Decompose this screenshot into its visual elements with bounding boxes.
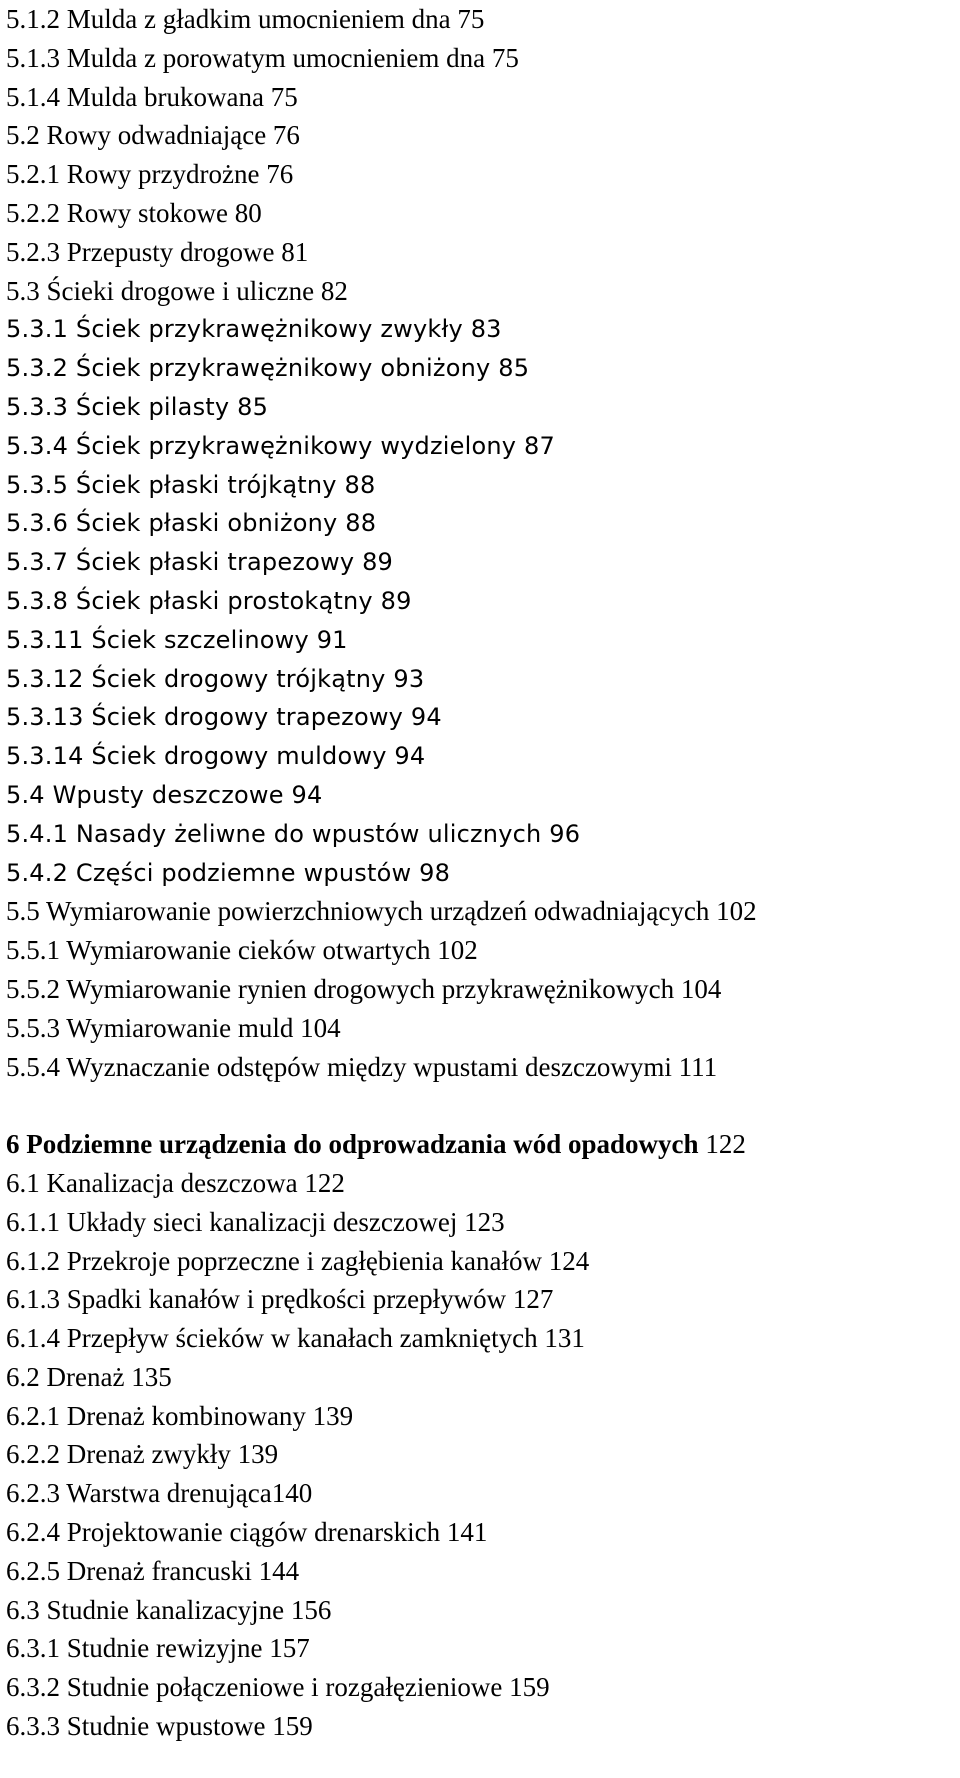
toc-entry: 6.3 Studnie kanalizacyjne 156: [6, 1594, 332, 1625]
toc-entry: 6.2.4 Projektowanie ciągów drenarskich 141: [6, 1517, 488, 1548]
toc-entry: 5.5.4 Wyznaczanie odstępów między wpustami deszczowymi 111: [6, 1051, 718, 1082]
toc-entry: 5.3.3 Ściek pilasty 85: [6, 392, 269, 421]
chapter-6-heading: [6, 1125, 960, 1164]
toc-entry: 6.1 Kanalizacja deszczowa 122: [6, 1167, 345, 1198]
toc-entry: 5.3.11 Ściek szczelinowy 91: [6, 625, 348, 654]
toc-entry: 5.3.7 Ściek płaski trapezowy 89: [6, 548, 394, 577]
toc-section-6: [6, 1164, 960, 1746]
toc-entry: 5.4.2 Części podziemne wpustów 98: [6, 858, 451, 887]
toc-section-5: [6, 0, 960, 1086]
toc-entry: 5.3.1 Ściek przykrawężnikowy zwykły 83: [6, 315, 502, 344]
toc-entry: 6.2.1 Drenaż kombinowany 139: [6, 1400, 354, 1431]
toc-entry: 5.1.3 Mulda z porowatym umocnieniem dna 75: [6, 42, 519, 73]
toc-entry: 5.4.1 Nasady żeliwne do wpustów ulicznych 96: [6, 819, 581, 848]
chapter-6-title: 6 Podziemne urządzenia do odprowadzania wód opadowych: [6, 1129, 699, 1160]
toc-entry: 6.3.3 Studnie wpustowe 159: [6, 1711, 313, 1742]
toc-entry: 5.5.2 Wymiarowanie rynien drogowych przykrawężnikowych 104: [6, 973, 722, 1004]
section-gap: [6, 1086, 960, 1125]
toc-entry: 5.3 Ścieki drogowe i uliczne 82: [6, 275, 348, 306]
toc-entry: 5.2.2 Rowy stokowe 80: [6, 197, 262, 228]
toc-entry: 6.2.3 Warstwa drenująca140: [6, 1478, 313, 1509]
toc-entry: 5.3.6 Ściek płaski obniżony 88: [6, 509, 377, 538]
toc-entry: 5.2.3 Przepusty drogowe 81: [6, 236, 309, 267]
toc-entry: 5.1.2 Mulda z gładkim umocnieniem dna 75: [6, 4, 485, 34]
toc-entry: 5.2.1 Rowy przydrożne 76: [6, 159, 294, 190]
toc-entry: 5.3.8 Ściek płaski prostokątny 89: [6, 586, 412, 615]
toc-entry: 5.1.4 Mulda brukowana 75: [6, 81, 298, 112]
toc-entry: 5.5 Wymiarowanie powierzchniowych urządzeń odwadniających 102: [6, 896, 757, 927]
chapter-6-page: 122: [698, 1129, 746, 1160]
toc-entry: 5.3.13 Ściek drogowy trapezowy 94: [6, 703, 442, 732]
toc-entry: 6.1.2 Przekroje poprzeczne i zagłębienia kanałów 124: [6, 1245, 590, 1276]
toc-entry: 6.1.3 Spadki kanałów i prędkości przepływów 127: [6, 1284, 554, 1315]
toc-entry: 5.3.2 Ściek przykrawężnikowy obniżony 85: [6, 354, 530, 383]
toc-entry: 6.3.1 Studnie rewizyjne 157: [6, 1633, 310, 1664]
toc-entry: 6.2 Drenaż 135: [6, 1361, 172, 1392]
toc-entry: 6.2.2 Drenaż zwykły 139: [6, 1439, 279, 1470]
toc-entry: 6.1.1 Układy sieci kanalizacji deszczowej 123: [6, 1206, 505, 1237]
toc-entry: 5.3.14 Ściek drogowy muldowy 94: [6, 742, 426, 771]
toc-entry: 5.3.5 Ściek płaski trójkątny 88: [6, 470, 376, 499]
toc-entry: 6.1.4 Przepływ ścieków w kanałach zamkniętych 131: [6, 1323, 585, 1354]
toc-entry: 6.3.2 Studnie połączeniowe i rozgałęzieniowe 159: [6, 1672, 550, 1703]
toc-entry: 5.3.4 Ściek przykrawężnikowy wydzielony 87: [6, 431, 555, 460]
toc-entry: 5.3.12 Ściek drogowy trójkątny 93: [6, 664, 425, 693]
toc-entry: 5.2 Rowy odwadniające 76: [6, 120, 300, 151]
toc-entry: 5.5.3 Wymiarowanie muld 104: [6, 1012, 341, 1043]
toc-entry: 5.4 Wpusty deszczowe 94: [6, 780, 323, 809]
toc-entry: 5.5.1 Wymiarowanie cieków otwartych 102: [6, 935, 478, 966]
toc-entry: 6.2.5 Drenaż francuski 144: [6, 1555, 300, 1586]
